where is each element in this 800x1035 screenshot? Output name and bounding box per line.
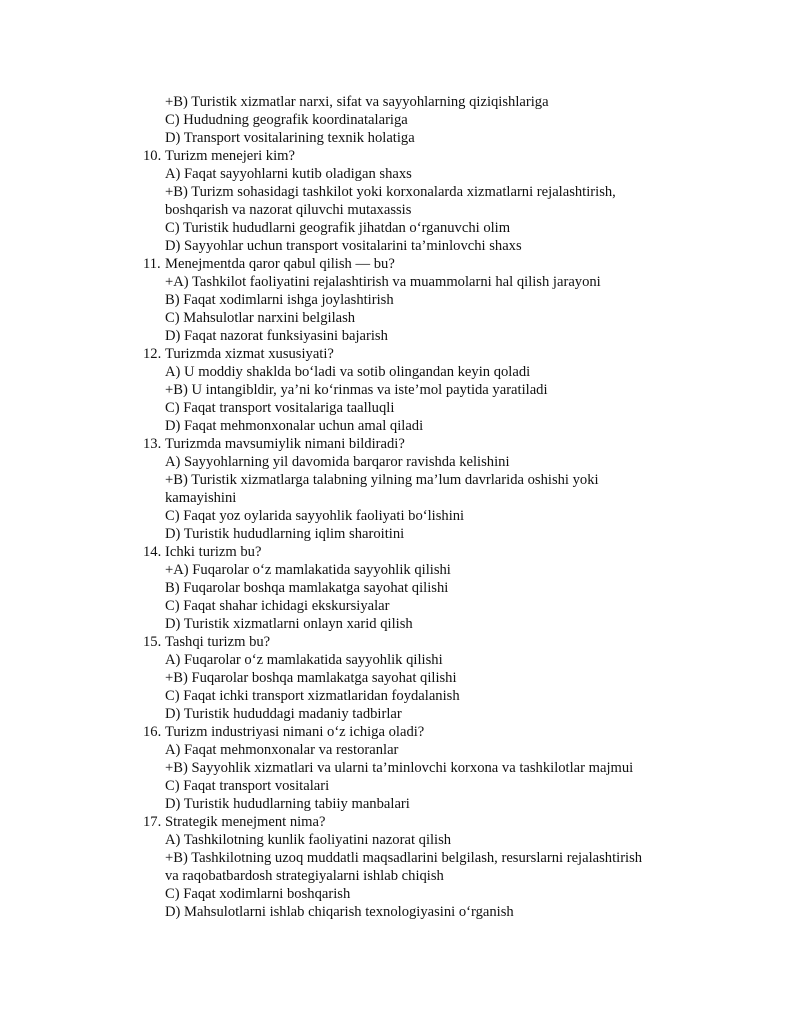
option-text: A) Fuqarolar o‘z mamlakatida sayyohlik qilishi [165,652,443,668]
option-text: +B) Tashkilotning uzoq muddatli maqsadlarini belgilash, resurslarni rejalashtirish [165,850,643,866]
question-line [0,543,800,561]
option-line [0,849,800,867]
option-text: C) Faqat transport vositalariga taalluqli [165,400,395,416]
option-line [0,489,800,507]
option-line [0,669,800,687]
option-line [0,471,800,489]
option-text: +A) Tashkilot faoliyatini rejalashtirish va muammolarni hal qilish jarayoni [165,274,601,290]
question-line [0,633,800,651]
option-line [0,507,800,525]
option-line [0,273,800,291]
option-line [0,795,800,813]
question-line [0,147,800,165]
option-line [0,417,800,435]
option-text: C) Faqat ichki transport xizmatlaridan foydalanish [165,688,460,704]
option-text: C) Hududning geografik koordinatalariga [165,112,408,128]
option-line [0,741,800,759]
option-line [0,111,800,129]
option-line [0,687,800,705]
option-text: A) Faqat mehmonxonalar va restoranlar [165,742,399,758]
option-text: D) Turistik xizmatlarni onlayn xarid qilish [165,616,413,632]
option-text: C) Faqat transport vositalari [165,778,330,794]
question-text: Turizm menejeri kim? [165,148,295,164]
option-line [0,399,800,417]
option-line [0,615,800,633]
document-page [0,93,800,921]
option-line [0,309,800,327]
question-number: 17. [143,814,162,830]
option-line [0,183,800,201]
option-text: D) Turistik hududlarning iqlim sharoitini [165,526,405,542]
question-text: Tashqi turizm bu? [165,634,271,650]
option-line [0,885,800,903]
option-line [0,363,800,381]
question-number: 16. [143,724,162,740]
option-line [0,381,800,399]
option-text: +B) Turistik xizmatlarga talabning yilning ma’lum davrlarida oshishi yoki [165,472,599,488]
option-text: +B) Turistik xizmatlar narxi, sifat va sayyohlarning qiziqishlariga [165,94,549,110]
option-text: D) Mahsulotlarni ishlab chiqarish texnologiyasini o‘rganish [165,904,514,920]
option-text: +B) U intangibldir, ya’ni ko‘rinmas va iste’mol paytida yaratiladi [165,382,548,398]
question-line [0,723,800,741]
option-text: A) Sayyohlarning yil davomida barqaror ravishda kelishini [165,454,510,470]
question-text: Ichki turizm bu? [165,544,262,560]
question-text: Turizmda xizmat xususiyati? [165,346,334,362]
option-text: D) Faqat mehmonxonalar uchun amal qiladi [165,418,424,434]
question-number: 13. [143,436,162,452]
option-line [0,219,800,237]
option-text: C) Turistik hududlarni geografik jihatdan o‘rganuvchi olim [165,220,511,236]
option-line [0,129,800,147]
option-line [0,597,800,615]
question-line [0,813,800,831]
option-text: C) Faqat yoz oylarida sayyohlik faoliyati bo‘lishini [165,508,465,524]
option-text: D) Sayyohlar uchun transport vositalarini ta’minlovchi shaxs [165,238,522,254]
option-text: +B) Turizm sohasidagi tashkilot yoki korxonalarda xizmatlarni rejalashtirish, [165,184,616,200]
question-line [0,345,800,363]
option-line [0,651,800,669]
option-line [0,579,800,597]
question-number: 14. [143,544,162,560]
option-text: +B) Sayyohlik xizmatlari va ularni ta’minlovchi korxona va tashkilotlar majmui [165,760,634,776]
option-text: kamayishini [165,490,237,506]
option-line [0,777,800,795]
question-number: 10. [143,148,162,164]
option-text: A) Tashkilotning kunlik faoliyatini nazorat qilish [165,832,452,848]
option-text: B) Faqat xodimlarni ishga joylashtirish [165,292,394,308]
option-text: D) Turistik hududdagi madaniy tadbirlar [165,706,402,722]
question-text: Turizm industriyasi nimani o‘z ichiga oladi? [165,724,425,740]
option-line [0,291,800,309]
option-text: C) Mahsulotlar narxini belgilash [165,310,356,326]
option-line [0,453,800,471]
option-text: D) Transport vositalarining texnik holatiga [165,130,415,146]
question-text: Turizmda mavsumiylik nimani bildiradi? [165,436,405,452]
option-line [0,327,800,345]
option-line [0,525,800,543]
option-line [0,93,800,111]
option-text: +B) Fuqarolar boshqa mamlakatga sayohat qilishi [165,670,457,686]
option-line [0,201,800,219]
option-text: va raqobatbardosh strategiyalarni ishlab chiqish [165,868,444,884]
question-number: 11. [143,256,161,272]
option-text: B) Fuqarolar boshqa mamlakatga sayohat qilishi [165,580,449,596]
question-line [0,435,800,453]
option-text: +A) Fuqarolar o‘z mamlakatida sayyohlik qilishi [165,562,451,578]
question-number: 15. [143,634,162,650]
option-line [0,759,800,777]
option-line [0,903,800,921]
question-text: Menejmentda qaror qabul qilish — bu? [165,256,395,272]
option-text: D) Faqat nazorat funksiyasini bajarish [165,328,388,344]
option-line [0,831,800,849]
option-text: D) Turistik hududlarning tabiiy manbalari [165,796,410,812]
option-line [0,867,800,885]
option-text: C) Faqat shahar ichidagi ekskursiyalar [165,598,390,614]
option-text: A) Faqat sayyohlarni kutib oladigan shaxs [165,166,412,182]
question-text: Strategik menejment nima? [165,814,326,830]
option-line [0,237,800,255]
question-number: 12. [143,346,162,362]
option-line [0,165,800,183]
option-text: C) Faqat xodimlarni boshqarish [165,886,351,902]
option-line [0,561,800,579]
question-line [0,255,800,273]
option-text: boshqarish va nazorat qiluvchi mutaxassis [165,202,412,218]
option-text: A) U moddiy shaklda bo‘ladi va sotib olingandan keyin qoladi [165,364,531,380]
option-line [0,705,800,723]
